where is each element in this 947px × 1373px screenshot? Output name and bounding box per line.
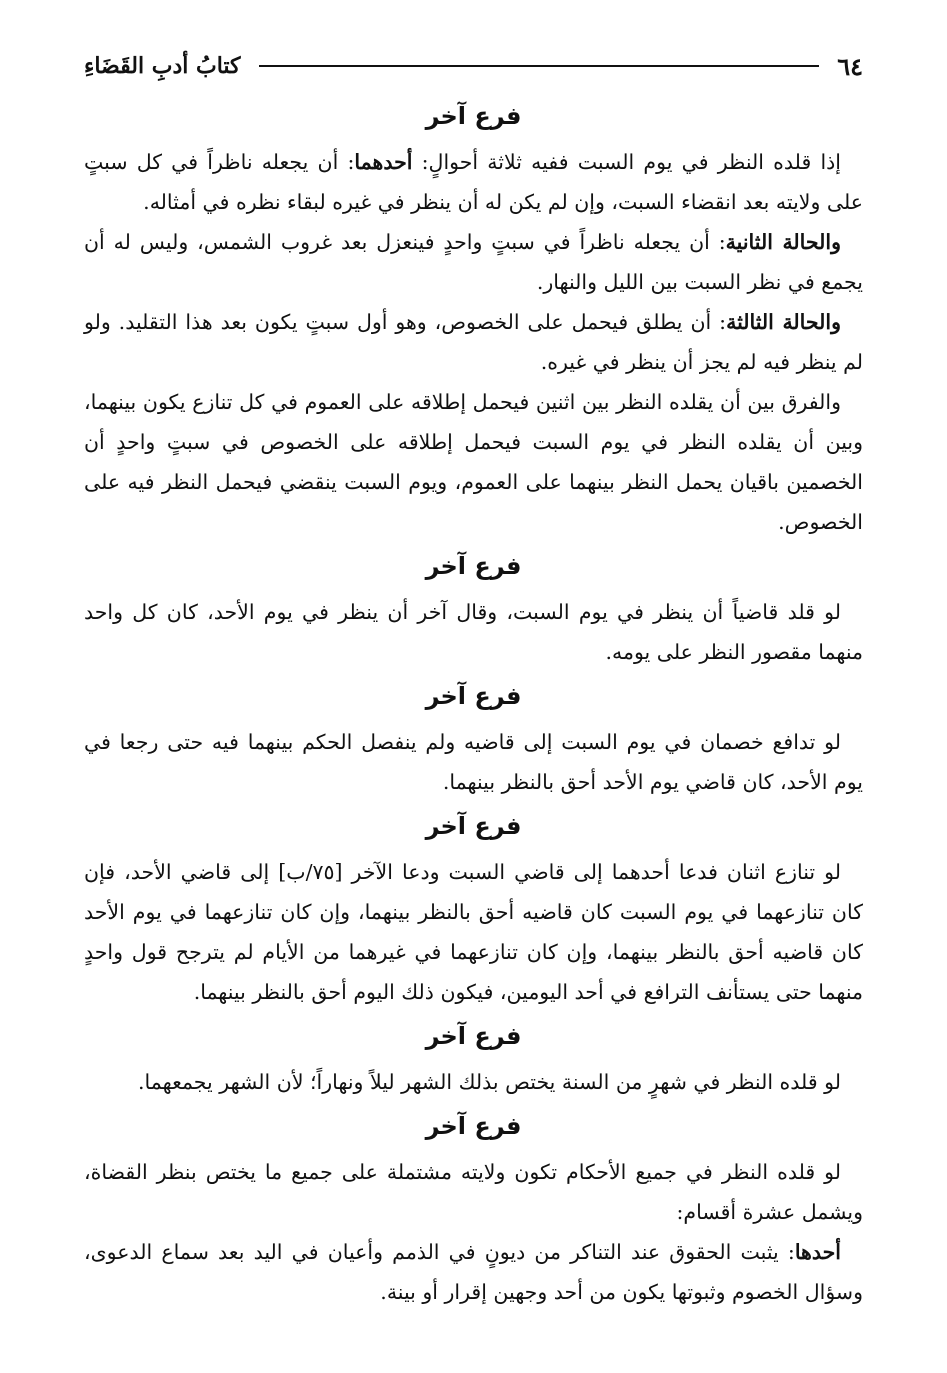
section-heading: فرع آخر (425, 682, 522, 710)
paragraph (84, 302, 863, 382)
header-rule (259, 65, 820, 67)
section-heading: فرع آخر (425, 552, 522, 580)
paragraph-text: لو تدافع خصمان في يوم السبت إلى قاضيه ولم ينفصل الحكم بينهما فيه حتى رجعا في يوم الأحد، كان قاضي يوم الأحد أحق بالنظر بينهما. (84, 730, 863, 794)
section-heading: فرع آخر (425, 812, 522, 840)
paragraph-lead: أحدها (794, 1240, 841, 1264)
page-number: ٦٤ (837, 51, 863, 81)
paragraph (84, 1152, 863, 1232)
paragraph-text: لو قلده النظر في جميع الأحكام تكون ولايته مشتملة على جميع ما يختص بنظر القضاة، ويشمل عشرة أقسام: (84, 1160, 863, 1224)
page-header (84, 46, 863, 86)
paragraph-text: : أن يطلق فيحمل على الخصوص، وهو أول سبتٍ يكون بعد هذا التقليد. ولو لم ينظر فيه لم يجز أن ينظر في غيره. (84, 310, 863, 374)
paragraph (84, 1062, 863, 1102)
paragraph-lead: والحالة الثالثة (726, 310, 841, 334)
section-heading: فرع آخر (425, 1112, 522, 1140)
paragraph (84, 852, 863, 1012)
paragraph (84, 382, 863, 542)
paragraph (84, 1232, 863, 1312)
paragraph-text: لو قلده النظر في شهرٍ من السنة يختص بذلك الشهر ليلاً ونهاراً؛ لأن الشهر يجمعهما. (138, 1070, 841, 1094)
section-heading: فرع آخر (425, 1022, 522, 1050)
paragraph-text: : أن يجعله ناظراً في كل سبتٍ على ولايته بعد انقضاء السبت، وإن لم يكن له أن ينظر في غيره لبقاء نظره في أمثاله. (84, 150, 863, 214)
paragraph-text: إذا قلده النظر في يوم السبت ففيه ثلاثة أحوالٍ: (412, 150, 841, 174)
paragraph-text: : يثبت الحقوق عند التناكر من ديونٍ في الذمم وأعيان في اليد بعد سماع الدعوى، وسؤال الخصوم وثبوتها يكون من أحد وجهين إقرار أو بينة. (84, 1240, 863, 1304)
paragraph-text: لو قلد قاضياً أن ينظر في يوم السبت، وقال آخر أن ينظر في يوم الأحد، كان كل واحد منهما مقصور النظر على يومه. (84, 600, 863, 664)
running-title: كتابُ أدبِ القَضَاءِ (84, 53, 241, 79)
paragraph-text: : أن يجعله ناظراً في سبتٍ واحدٍ فينعزل بعد غروب الشمس، وليس له أن يجمع في نظر السبت بين الليل والنهار. (84, 230, 863, 294)
paragraph (84, 222, 863, 302)
paragraph (84, 142, 863, 222)
paragraph (84, 592, 863, 672)
paragraph-lead: والحالة الثانية (725, 230, 841, 254)
paragraph-text: لو تنازع اثنان فدعا أحدهما إلى قاضي السبت ودعا الآخر [٧٥/ب] إلى قاضي الأحد، فإن كان تنازعهما في يوم السبت كان قاضيه أحق بالنظر بينهما، وإن كان تنازعهما في يوم الأحد كان قاضيه أحق بالنظر بينهما، وإن كان تنازعهما في غيرهما من الأيام لم يترجح قول واحدٍ منهما حتى يستأنف الترافع في أحد اليومين، فيكون ذلك اليوم أحق بالنظر بينهما. (84, 860, 863, 1004)
page-content (84, 92, 863, 1312)
paragraph-text: والفرق بين أن يقلده النظر بين اثنين فيحمل إطلاقه على العموم في كل تنازع يكون بينهما، وبين أن يقلده النظر في يوم السبت فيحمل إطلاقه على الخصوص في سبتٍ واحدٍ أن الخصمين باقيان يحمل النظر بينهما على العموم، ويوم السبت ينقضي فيحمل النظر فيه على الخصوص. (84, 390, 863, 534)
section-heading: فرع آخر (425, 102, 522, 130)
paragraph-lead: أحدهما (354, 150, 413, 174)
paragraph (84, 722, 863, 802)
